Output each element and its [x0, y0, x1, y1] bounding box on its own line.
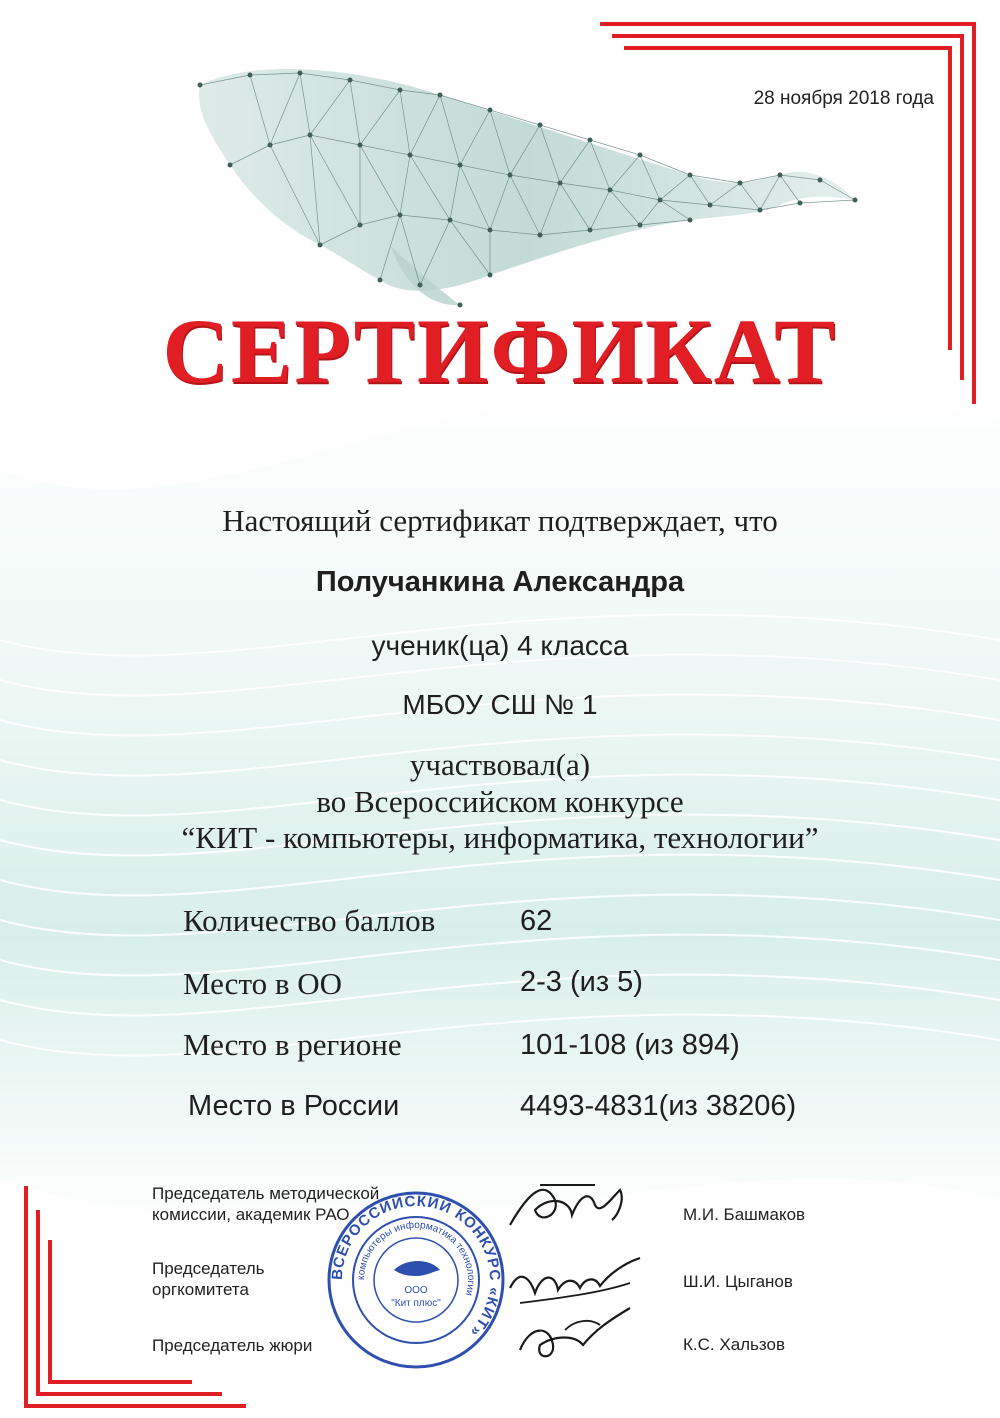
signatory-role-2-line1: Председатель — [152, 1259, 265, 1278]
contest-name: “КИТ - компьютеры, информатика, технологии” — [181, 820, 819, 855]
result-label-region-place: Место в регионе — [183, 1027, 402, 1062]
result-label-school-place: Место в ОО — [183, 966, 342, 1001]
official-seal — [326, 1190, 506, 1370]
signatory-role-3 — [152, 1335, 312, 1356]
recipient-grade: ученик(ца) 4 класса — [371, 630, 629, 661]
result-value-school-place: 2-3 (из 5) — [520, 966, 643, 998]
seal-center-line2: "Кит плюс" — [391, 1298, 441, 1309]
recipient-school: МБОУ СШ № 1 — [402, 689, 598, 720]
signatory-name-1: М.И. Башмаков — [683, 1205, 806, 1224]
result-label-score: Количество баллов — [183, 903, 436, 938]
signatory-name-3: К.С. Хальзов — [683, 1335, 786, 1354]
seal-whale-icon — [394, 1261, 440, 1276]
certificate-title: СЕРТИФИКАТ — [162, 300, 838, 402]
result-label-russia-place: Место в России — [188, 1090, 400, 1122]
seal-center-line1: ООО — [404, 1285, 428, 1296]
recipient-name: Получанкина Александра — [315, 566, 685, 598]
signatory-role-2 — [152, 1258, 265, 1300]
signatory-name-2: Ш.И. Цыганов — [683, 1272, 793, 1291]
signatory-role-1-line1: Председатель методической — [152, 1184, 380, 1203]
signatory-role-2-line2: оргкомитета — [152, 1280, 249, 1299]
seal-inner-text: компьютеры информатика технологии — [355, 1219, 477, 1297]
result-value-region-place: 101-108 (из 894) — [520, 1029, 740, 1061]
signature-khalzov — [505, 1300, 645, 1370]
seal-outer-text: ВСЕРОССИЙСКИЙ КОНКУРС «КИТ» — [328, 1192, 504, 1341]
intro-text: Настоящий сертификат подтверждает, что — [222, 503, 778, 538]
signature-bashmakov — [500, 1170, 650, 1240]
certificate-date: 28 ноября 2018 года — [753, 88, 934, 109]
participation-text: участвовал(а) — [409, 747, 591, 782]
result-value-score: 62 — [520, 905, 553, 937]
contest-prefix: во Всероссийском конкурсе — [316, 784, 684, 819]
signatory-role-1-line2: комиссии, академик РАО — [152, 1205, 350, 1224]
result-value-russia-place: 4493-4831(из 38206) — [520, 1090, 797, 1122]
signatory-role-3-line1: Председатель жюри — [152, 1336, 313, 1355]
